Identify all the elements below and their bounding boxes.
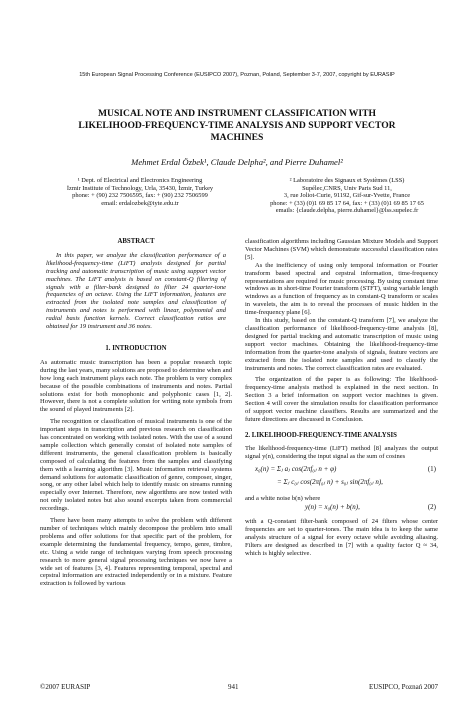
affiliation-email: emails: {claude.delpha, pierre.duhamel}@lss.supelec.fr	[275, 207, 419, 215]
abstract-text: In this paper, we analyze the classification performance of a likelihood-frequency-time (LiFT) analysis designed for partial tracking and automatic transcription of music using support vector machines. The LiFT analysis is based on constant-Q filtering of signals with a filter-bank designed to filter 24 quarter-tone frequencies of an octave. Using the LiFT information, features are extracted from the isolated note samples and classification of instruments and notes is performed with linear, polynomial and radial basis function kernels. Correct classification ratios are obtained for 19 instrument and 36 notes.	[46, 251, 226, 331]
title-line: MUSICAL NOTE AND INSTRUMENT CLASSIFICATION WITH	[97, 108, 376, 119]
intro-heading: 1. INTRODUCTION	[105, 344, 167, 352]
author-list: Mehmet Erdal Özbek¹, Claude Delpha², and Pierre Duhamel²	[131, 157, 343, 167]
affiliation-line: phone: + (90) 232 7506595, fax: + (90) 232 7506599	[72, 192, 208, 200]
body-paragraph: classification algorithms including Gaussian Mixture Models and Support Vector Machines (SVM) which demonstrate successful classification rates [5].	[245, 238, 438, 261]
affiliation-2	[240, 177, 454, 215]
title-line: MACHINES	[210, 132, 264, 143]
equation-1-line2: = Σⱼ c₀ⱼ cos(2πf₀ⱼ n) + s₀ⱼ sin(2πf₀ⱼ n),	[277, 477, 383, 486]
intro-paragraph: As automatic music transcription has been a popular research topic during the last years, many solutions are proposed to determine when and how long each instrument plays each note. The problem is very complex because of the possible combinations of instruments and notes. Partial solutions exist for both monophonic and polyphonic cases [1, 2]. However, there is not a complete solution for writing note symbols from the sound of played instruments [2].	[40, 358, 232, 414]
intro-paragraph: There have been many attempts to solve the problem with different number of techniques which mainly decompose the problem into small problems and offer solutions for that specific part of the problem, for example determining the fundamental frequency, tempo, genre, timbre, etc. Using a wide range of techniques varying from speech processing research to more general signal processing techniques we now have a wide set of features [3, 4]. Features representing temporal, spectral and cepstral information are extracted independently or in a mixture. Feature extraction is followed by various	[40, 517, 232, 588]
footer-venue: EUSIPCO, Poznań 2007	[368, 683, 438, 691]
affiliation-1	[40, 177, 240, 207]
body-paragraph: The organization of the paper is as following: The likelihood-frequency-time analysis method is explained in the next section. In Section 3 a brief information on support vector machines is given. Section 4 will cover the simulation results for classification performance of support vector machine classifiers. Results are summarized and the future directions are discussed in Conclusion.	[245, 376, 438, 423]
affiliation-line: ¹ Dept. of Electrical and Electronics Engineering	[77, 177, 203, 184]
equation-2-body: y(n) = x₀(n) + b(n),	[305, 503, 360, 512]
affiliation-line: Supélec,CNRS, Univ Paris Sud 11,	[302, 184, 392, 192]
affiliation-line: 3, rue Joliot-Curie, 91192, Gif-sur-Yvette, France	[283, 192, 411, 200]
abstract-heading: ABSTRACT	[117, 238, 155, 245]
section2-heading: 2. LIKELIHOOD-FREQUENCY-TIME ANALYSIS	[245, 431, 397, 439]
equation-1-line1: x₀(n) = Σⱼ aⱼ cos(2πf₀ⱼ n + φ)	[255, 464, 337, 473]
equation-2	[245, 504, 438, 516]
equation-1	[245, 464, 438, 492]
affiliation-email: email: erdalozbek@iyte.edu.tr	[101, 199, 179, 207]
body-paragraph: with a Q-constant filter-bank composed of 24 filters whose center frequencies are set to quarter-tones. The main idea is to keep the same analysis structure of a signal for every octave while avoiding aliasing. Filters are designed as described in [7] with a quality factor Q ≈ 34, which is highly selective.	[245, 518, 438, 558]
paper-title	[20, 108, 454, 144]
equation-1-number: (1)	[427, 464, 436, 473]
footer-copyright: ©2007 EURASIP	[40, 683, 91, 691]
body-paragraph: As the inefficiency of using only temporal information or Fourier transform based spectral and cepstral information, time-frequency representations are required for music processing. By using constant time windows as in short-time Fourier transform (STFT), using variable length windows as a function of frequency as in constant-Q transform or scales in wavelets, the aim is to reveal the processes of music hidden in the time-frequency plane [6].	[245, 261, 438, 317]
conference-header: 15th European Signal Processing Conference (EUSIPCO 2007), Poznan, Poland, September 3-7, 2007, copyright by EURASIP	[79, 72, 395, 78]
affiliation-line: İzmir Institute of Technology, Urla, 35430, İzmir, Turkey	[66, 184, 214, 192]
section2-paragraph: The likelihood-frequency-time (LiFT) method [8] analyzes the output signal y(n), considering the input signal as the sum of cosines	[245, 444, 438, 460]
right-column	[245, 238, 438, 558]
equation-2-number: (2)	[427, 503, 436, 512]
body-paragraph: In this study, based on the constant-Q transform [7], we analyze the classification performance of likelihood-frequency-time analysis [8], designed for partial tracking and automatic transcription of music using support vector machines. Obtaining the likelihood-frequency-time information from the quarter-tone analysis of signals, feature vectors are extracted from the isolated note samples and used to classify the instruments and notes. The correct classification rates are evaluated.	[245, 317, 438, 372]
left-column	[40, 238, 232, 588]
affiliation-line: phone: + (33) (0)1 69 85 17 64, fax: + (33) (0)1 69 85 17 65	[270, 199, 424, 207]
title-line: LIKELIHOOD-FREQUENCY-TIME ANALYSIS AND SUPPORT VECTOR	[78, 120, 396, 131]
noise-text: and a white noise b(n) where	[245, 494, 321, 502]
affiliation-line: ² Laboratoire des Signaux et Systèmes (LSS)	[289, 177, 405, 184]
footer-page-number: 941	[228, 683, 239, 691]
intro-paragraph: The recognition or classification of musical instruments is one of the important steps in transcription and previous research on classification has concentrated on working with isolated notes. With the use of a sound sample collection which generally consist of isolated note samples of different instruments, the general classification problem is basically composed of calculating the features from the samples and classifying them with a learning algorithm [3]. Music information retrieval systems demand solutions for automatic classification of genre, composer, singer, song, or any other label which help to identify music on streams running especially over Internet. Therefore, new algorithms are now tested with not only isolated notes but also sound excerpts taken from commercial recordings.	[40, 418, 232, 513]
